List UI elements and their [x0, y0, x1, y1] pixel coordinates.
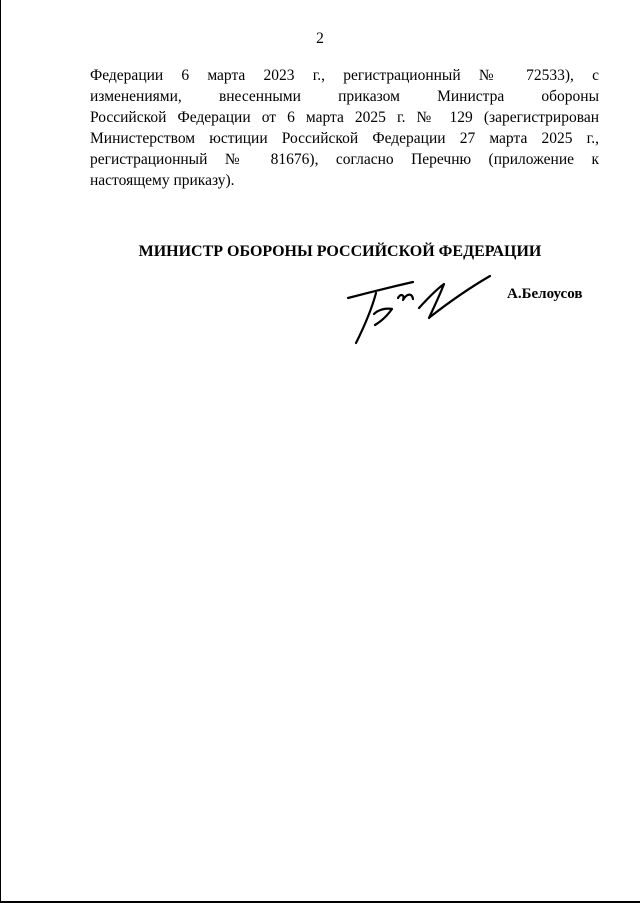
body-paragraph [90, 65, 599, 191]
page-left-edge [0, 0, 1, 903]
page-number: 2 [316, 30, 324, 47]
paragraph-line: настоящему приказу). [90, 172, 235, 189]
signature-title: МИНИСТР ОБОРОНЫ РОССИЙСКОЙ ФЕДЕРАЦИИ [138, 243, 542, 260]
paragraph-line: Российской Федерации от 6 марта 2025 г. № 129 (зарегистрирован [90, 109, 599, 126]
signatory-name: А.Белоусов [507, 286, 583, 302]
paragraph-line: изменениями, внесенными приказом Министра обороны [90, 88, 599, 105]
paragraph-line: регистрационный № 81676), согласно Перечню (приложение к [90, 151, 599, 168]
paragraph-line: Федерации 6 марта 2023 г., регистрационный № 72533), с [90, 67, 599, 84]
paragraph-line: Министерством юстиции Российской Федерации 27 марта 2025 г., [90, 130, 599, 147]
handwritten-signature [345, 266, 495, 346]
